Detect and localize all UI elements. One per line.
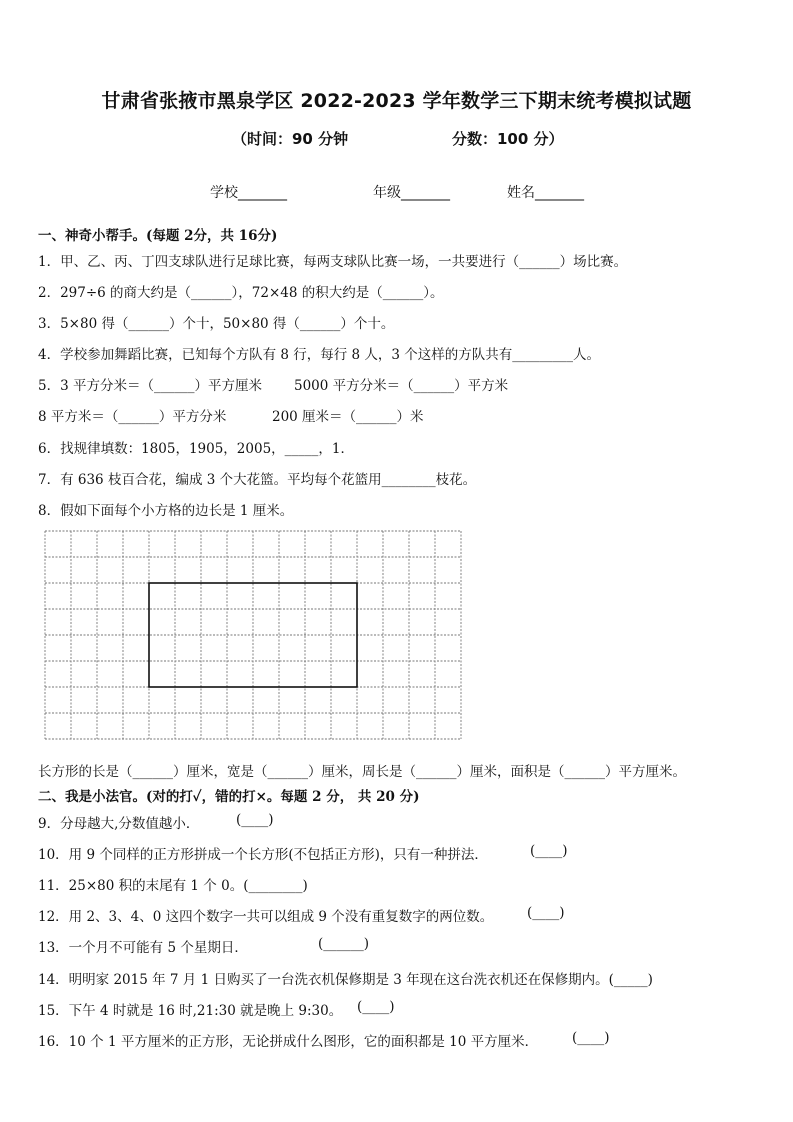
question-10-blank: (____) [530, 843, 568, 859]
question-6: 6．找规律填数：1805，1905，2005，_____，1． [38, 441, 354, 457]
question-4: 4．学校参加舞蹈比赛，已知每个方队有 8 行，每行 8 人，3 个这样的方队共有_________人。 [38, 347, 601, 363]
exam-title: 甘肃省张掖市黑泉学区 2022-2023 学年数学三下期末统考模拟试题 [101, 90, 692, 112]
question-5a: 5．3 平方分米＝（______）平方厘米 [38, 378, 262, 394]
section2-heading: 二、我是小法官。(对的打✓，错的打×。每题 2 分， 共 20 分) [38, 789, 420, 805]
question-14: 14．明明家 2015 年 7 月 1 日购买了一台洗衣机保修期是 3 年现在这台洗衣机还在保修期内。(_____) [38, 972, 653, 988]
question-5c: 8 平方米＝（______）平方分米 [38, 409, 227, 425]
question-5b: 5000 平方分米＝（______）平方米 [294, 378, 509, 394]
question-8: 8．假如下面每个小方格的边长是 1 厘米。 [38, 503, 294, 519]
question-12-blank: (____) [527, 905, 565, 921]
section1-heading: 一、神奇小帮手。(每题 2分，共 16分) [38, 228, 278, 244]
question-15: 15．下午 4 时就是 16 时,21:30 就是晚上 9:30。 [38, 1003, 343, 1019]
question-11: 11．25×80 积的末尾有 1 个 0。(________) [38, 878, 308, 894]
question-7: 7．有 636 枝百合花，编成 3 个大花篮。平均每个花篮用________枝花。 [38, 472, 477, 488]
question-12: 12．用 2、3、4、0 这四个数字一共可以组成 9 个没有重复数字的两位数。 [38, 909, 494, 925]
question-16: 16．10 个 1 平方厘米的正方形，无论拼成什么图形，它的面积都是 10 平方厘米． [38, 1034, 539, 1050]
grid-figure [44, 530, 462, 740]
question-13: 13．一个月不可能有 5 个星期日． [38, 940, 248, 956]
square-grid [44, 530, 462, 744]
question-8-answer: 长方形的长是（______）厘米，宽是（______）厘米，周长是（______）厘米，面积是（______）平方厘米。 [38, 764, 686, 780]
question-5d: 200 厘米＝（______）米 [272, 409, 424, 425]
question-9-blank: (____) [236, 812, 274, 828]
question-2: 2．297÷6 的商大约是（______），72×48 的积大约是（______）。 [38, 285, 444, 301]
question-3: 3．5×80 得（______）个十，50×80 得（______）个十。 [38, 316, 395, 332]
school-field: 学校_______ [210, 185, 287, 201]
question-13-blank: (______) [318, 936, 370, 952]
question-10: 10．用 9 个同样的正方形拼成一个长方形(不包括正方形)，只有一种拼法． [38, 847, 488, 863]
question-16-blank: (____) [572, 1030, 610, 1046]
exam-time: （时间：90 分钟 [232, 130, 349, 148]
grade-field: 年级_______ [373, 185, 450, 201]
name-field: 姓名_______ [507, 185, 584, 201]
exam-score: 分数：100 分） [452, 130, 564, 148]
question-9: 9．分母越大,分数值越小． [38, 816, 200, 832]
question-15-blank: (____) [357, 999, 395, 1015]
question-1: 1．甲、乙、丙、丁四支球队进行足球比赛，每两支球队比赛一场，一共要进行（______）场比赛。 [38, 254, 628, 270]
